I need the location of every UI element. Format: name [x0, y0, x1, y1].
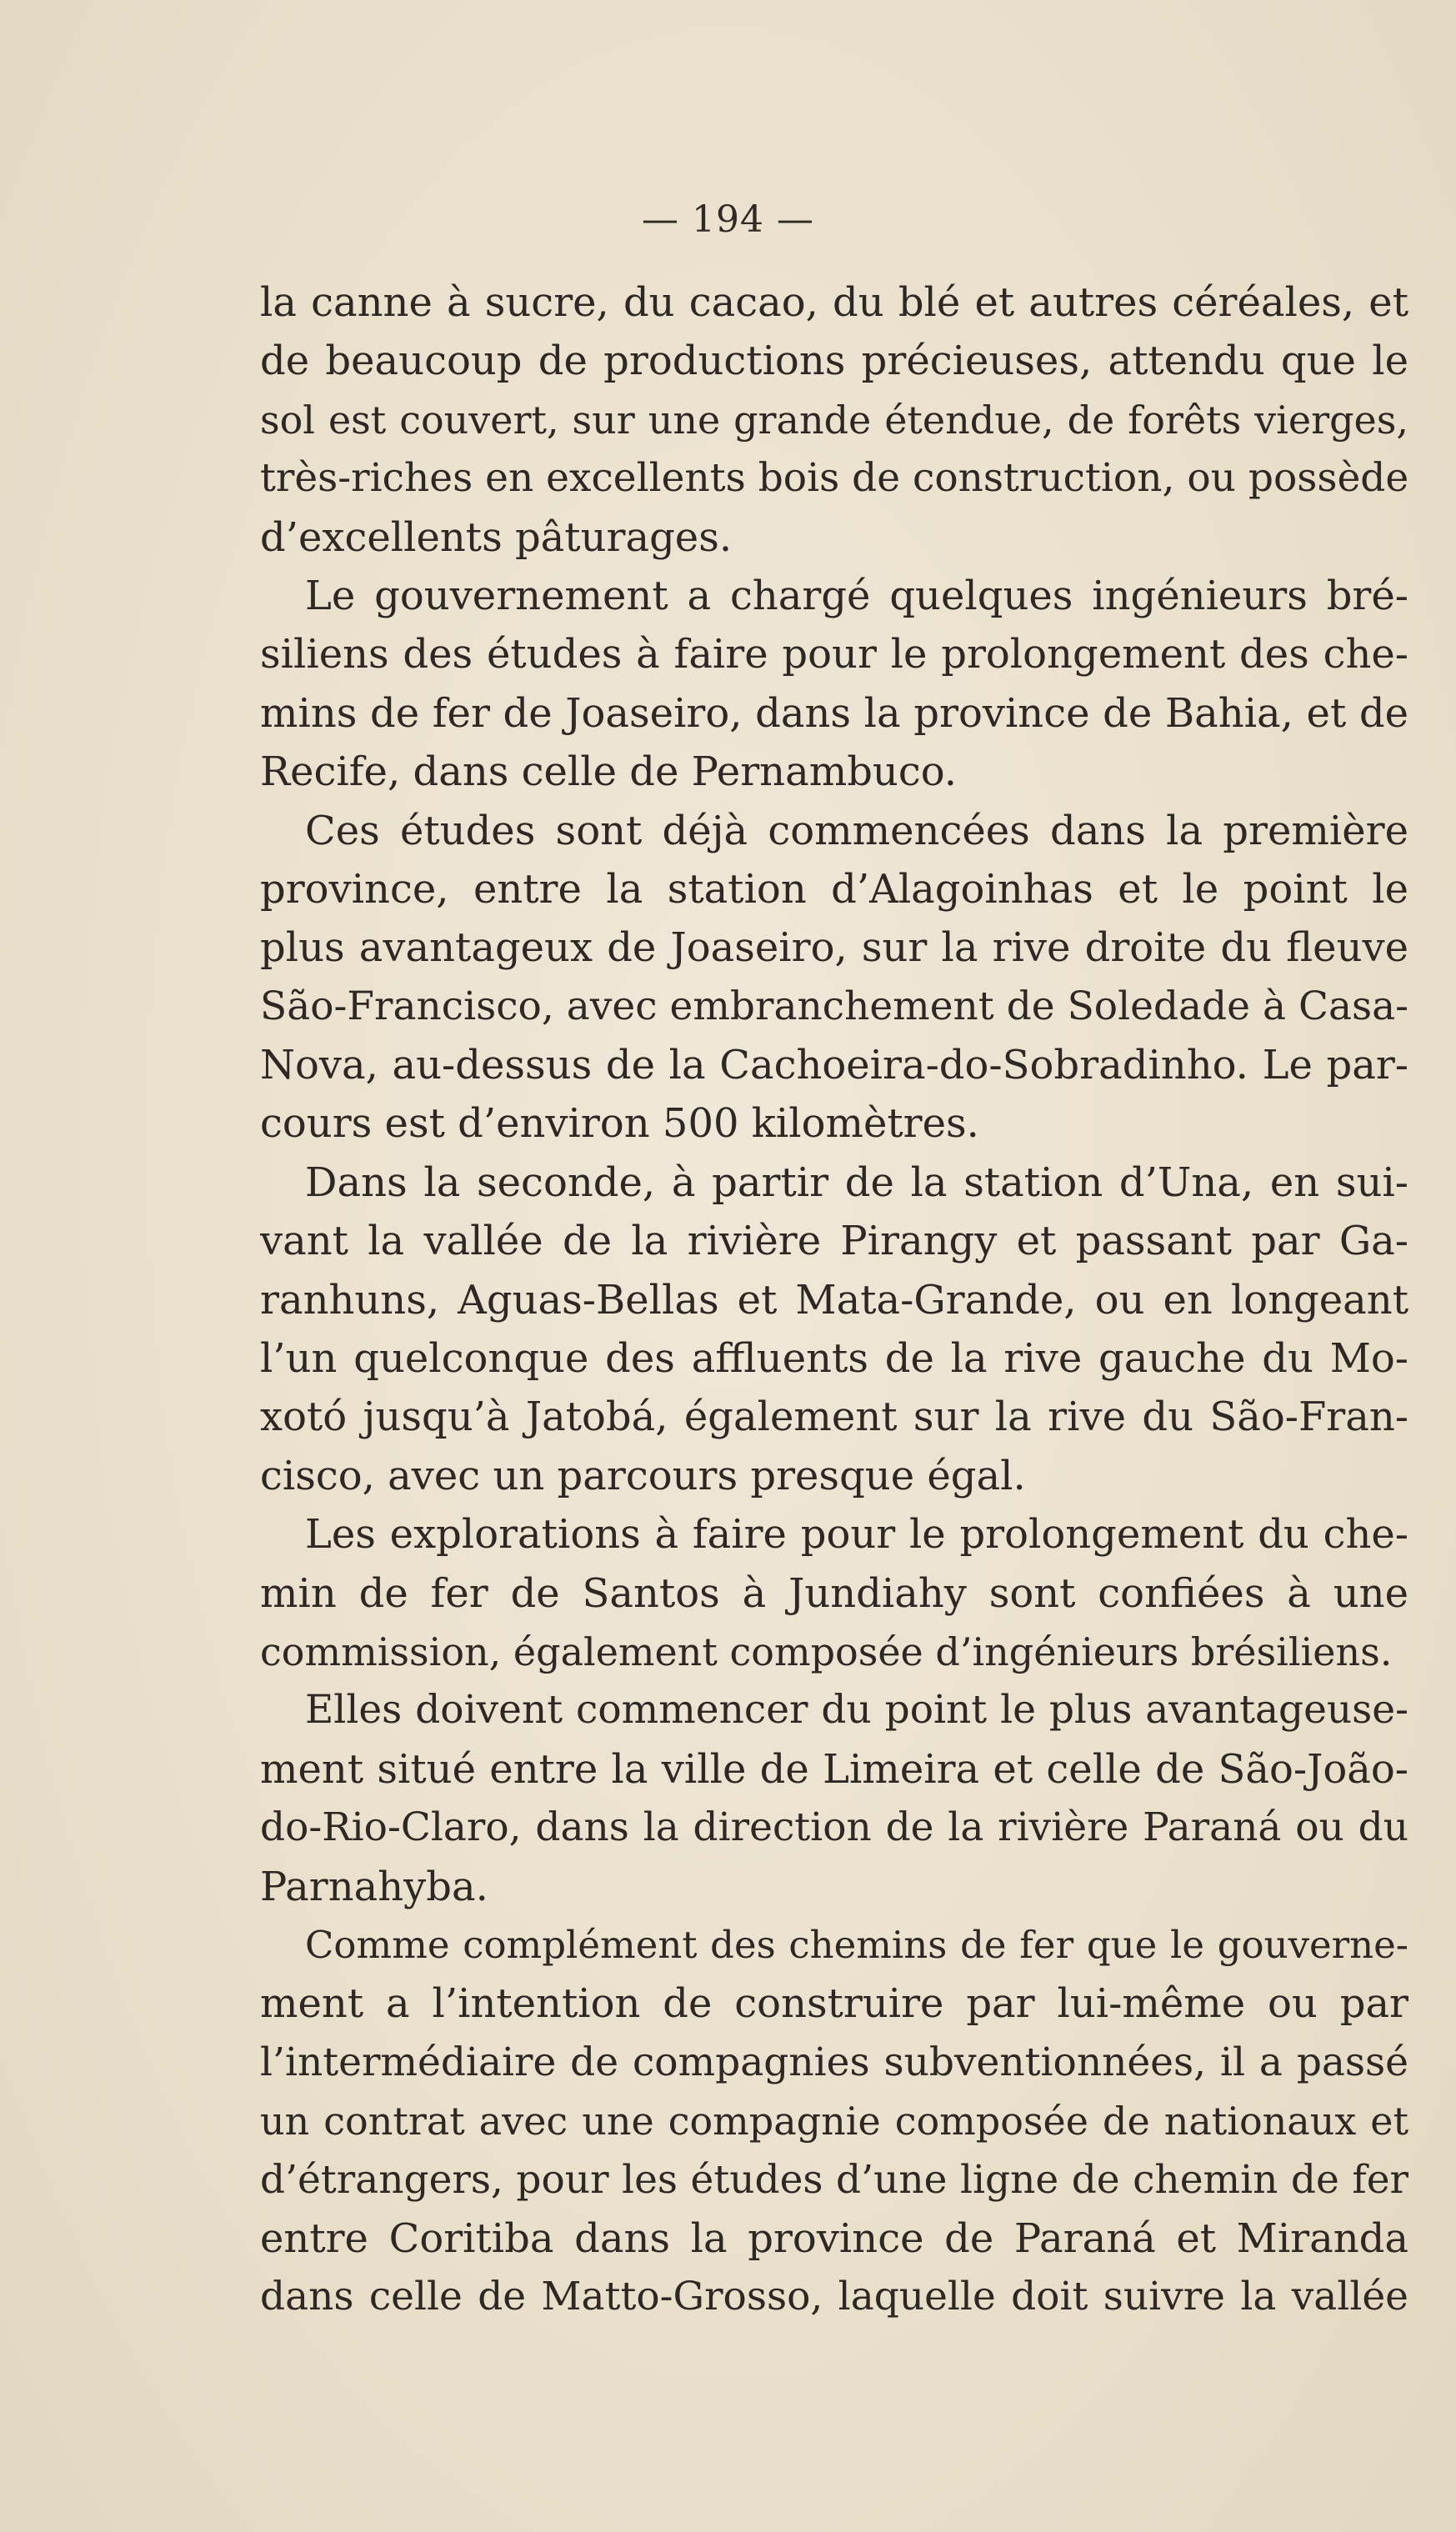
text-line: l’intermédiaire de compagnies subventionnées, il a passé [260, 2039, 1408, 2085]
text-line: l’un quelconque des affluents de la rive gauche du Mo- [260, 1335, 1408, 1383]
page-number: — 194 — [642, 198, 814, 241]
text-line: siliens des études à faire pour le prolongement des che- [260, 631, 1408, 678]
text-line: la canne à sucre, du cacao, du blé et autres céréales, et [260, 279, 1408, 326]
text-line: ment a l’intention de construire par lui-même ou par [260, 1980, 1408, 2028]
text-line: Parnahyba. [260, 1863, 488, 1910]
text-line: ment situé entre la ville de Limeira et celle de São-João- [260, 1745, 1408, 1793]
text-line: Les explorations à faire pour le prolongement du che- [305, 1511, 1408, 1559]
text-line: Nova, au-dessus de la Cachoeira-do-Sobradinho. Le par- [260, 1042, 1408, 1089]
text-line: entre Coritiba dans la province de Paraná et Miranda [260, 2214, 1408, 2262]
text-line: Le gouvernement a chargé quelques ingénieurs bré- [305, 572, 1408, 619]
text-line: Comme complément des chemins de fer que le gouverne- [305, 1922, 1408, 1967]
text-line: Ces études sont déjà commencées dans la première [305, 807, 1408, 854]
text-line: cours est d’environ 500 kilomètres. [260, 1100, 979, 1148]
text-line: vant la vallée de la rivière Pirangy et passant par Ga- [260, 1218, 1408, 1265]
text-line: dans celle de Matto-Grosso, laquelle doit suivre la vallée [260, 2274, 1408, 2320]
text-line: d’excellents pâturages. [260, 513, 733, 561]
text-line: plus avantageux de Joaseiro, sur la rive droite du fleuve [260, 924, 1408, 972]
text-line: do-Rio-Claro, dans la direction de la rivière Paraná ou du [260, 1804, 1408, 1851]
text-line: Recife, dans celle de Pernambuco. [260, 748, 958, 796]
text-line: ranhuns, Aguas-Bellas et Mata-Grande, ou en longeant [260, 1276, 1408, 1324]
text-line: sol est couvert, sur une grande étendue, de forêts vierges, [260, 397, 1408, 443]
text-line: Elles doivent commencer du point le plus avantageuse- [305, 1687, 1408, 1734]
text-line: xotó jusqu’à Jatobá, également sur la rive du São-Fran- [260, 1394, 1408, 1441]
text-line: un contrat avec une compagnie composée de nationaux et [260, 2099, 1408, 2144]
text-line: mins de fer de Joaseiro, dans la province de Bahia, et de [260, 689, 1408, 737]
text-line: d’étrangers, pour les études d’une ligne de chemin de fer [260, 2156, 1408, 2203]
body-text [260, 273, 1408, 2327]
text-line: min de fer de Santos à Jundiahy sont confiées à une [260, 1569, 1408, 1617]
text-line: de beaucoup de productions précieuses, attendu que le [260, 338, 1408, 385]
text-line: commission, également composée d’ingénieurs brésiliens. [260, 1629, 1393, 1674]
text-line: Dans la seconde, à partir de la station d’Una, en sui- [305, 1158, 1408, 1206]
text-line: province, entre la station d’Alagoinhas et le point le [260, 865, 1408, 913]
text-line: très-riches en excellents bois de construction, ou possède [260, 455, 1408, 502]
text-line: São-Francisco, avec embranchement de Soledade à Casa- [260, 983, 1408, 1029]
text-line: cisco, avec un parcours presque égal. [260, 1452, 1026, 1499]
